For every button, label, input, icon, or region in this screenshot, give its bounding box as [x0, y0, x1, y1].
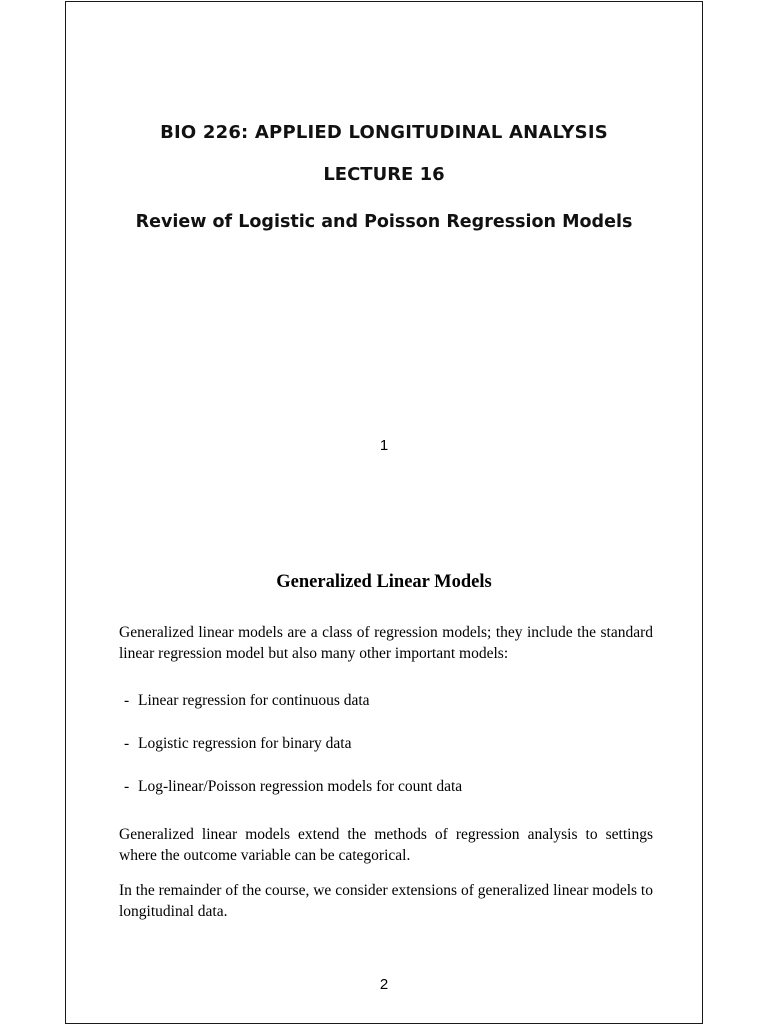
list-item	[124, 690, 462, 733]
model-list	[124, 690, 462, 819]
paragraph-extension: Generalized linear models extend the methods of regression analysis to settings where the outcome variable can be categorical.	[119, 826, 653, 864]
lecture-number: LECTURE 16	[323, 164, 445, 185]
bullet-marker: -	[124, 735, 130, 752]
slide-heading: Generalized Linear Models	[276, 572, 492, 592]
page-number: 1	[379, 437, 389, 454]
slide-page-1	[65, 1, 703, 513]
bullet-marker: -	[124, 692, 130, 709]
lecture-subtitle: Review of Logistic and Poisson Regression Models	[135, 212, 633, 232]
list-item-text: Log-linear/Poisson regression models for count data	[138, 778, 463, 795]
intro-paragraph: Generalized linear models are a class of regression models; they include the standard linear regression model but also many other important models:	[119, 624, 653, 662]
list-item	[124, 733, 462, 776]
list-item	[124, 776, 462, 819]
bullet-marker: -	[124, 778, 130, 795]
list-item-text: Linear regression for continuous data	[138, 692, 370, 709]
paragraph-remainder: In the remainder of the course, we consider extensions of generalized linear models to longitudinal data.	[119, 882, 653, 920]
course-title: BIO 226: APPLIED LONGITUDINAL ANALYSIS	[160, 122, 608, 143]
slide-page-2	[65, 512, 703, 1024]
list-item-text: Logistic regression for binary data	[138, 735, 352, 752]
page-number: 2	[379, 976, 389, 993]
